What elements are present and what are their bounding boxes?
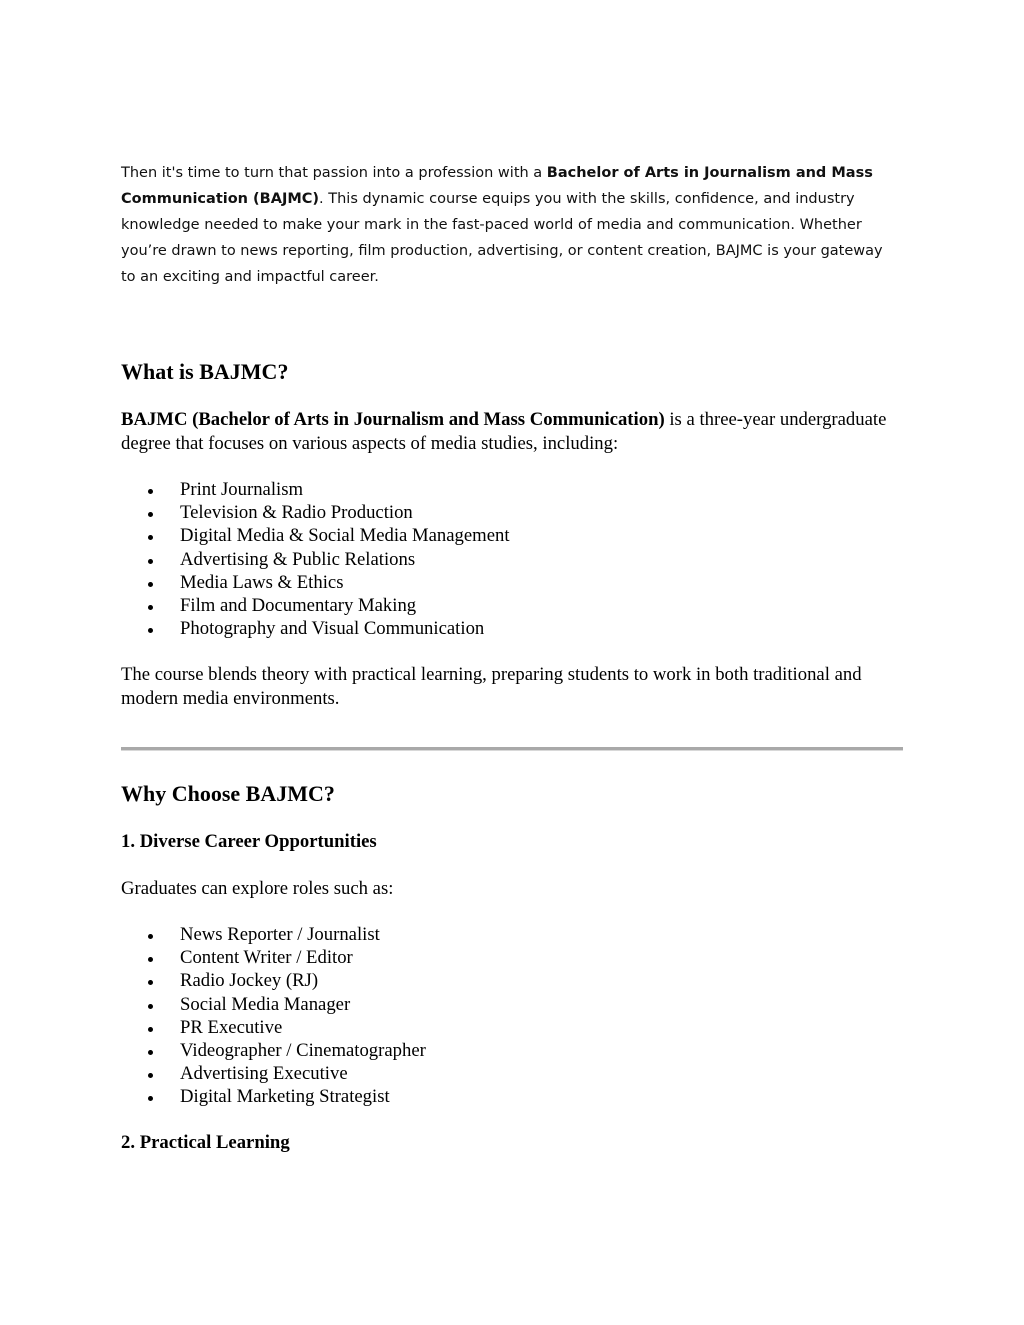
list-item-text: Social Media Manager <box>180 993 351 1015</box>
bullet-icon <box>148 1004 153 1009</box>
list-item-text: Television & Radio Production <box>180 502 413 524</box>
bullet-icon <box>148 512 153 517</box>
list-item-text: Advertising & Public Relations <box>180 548 416 570</box>
intro-lead: Then it's time to turn that passion into a profession with a <box>121 165 547 181</box>
list-item-text: Photography and Visual Communication <box>180 618 485 640</box>
career-roles-list <box>121 923 426 1109</box>
bullet-icon <box>148 934 153 939</box>
list-item <box>121 478 510 501</box>
list-item <box>121 548 510 571</box>
media-studies-list <box>121 478 510 640</box>
what-paragraph-rest: is a three-year undergraduate degree that focuses on various aspects of media studies, including: <box>121 409 887 454</box>
bullet-icon <box>148 628 153 633</box>
bullet-icon <box>148 1050 153 1055</box>
list-item <box>121 571 510 594</box>
list-item <box>121 501 510 524</box>
list-item-text: PR Executive <box>180 1016 283 1038</box>
bullet-icon <box>148 535 153 540</box>
why-heading: Why Choose BAJMC? <box>121 781 335 806</box>
list-item-text: News Reporter / Journalist <box>180 924 380 945</box>
list-item-text: Film and Documentary Making <box>180 595 417 617</box>
closing-paragraph: The course blends theory with practical learning, preparing students to work in both traditional and modern media environments. <box>121 664 862 709</box>
intro-paragraph <box>121 160 896 290</box>
bullet-icon <box>148 489 153 494</box>
roles-intro: Graduates can explore roles such as: <box>121 878 394 899</box>
what-paragraph <box>121 408 901 455</box>
what-heading: What is BAJMC? <box>121 359 289 384</box>
bullet-icon <box>148 957 153 962</box>
bullet-icon <box>148 1027 153 1032</box>
intro-rest: . This dynamic course equips you with the skills, confidence, and industry knowledge needed to make your mark in the fast-paced world of media and communication. Whether you’re drawn to news reporting, film production, advertising, or content creation, BAJMC is your gateway to an exciting and impactful career. <box>121 191 883 285</box>
bullet-icon <box>148 559 153 564</box>
list-item-text: Radio Jockey (RJ) <box>180 970 319 992</box>
list-item-text: Digital Marketing Strategist <box>180 1086 390 1108</box>
list-item <box>121 594 510 617</box>
list-item-text: Content Writer / Editor <box>180 947 353 969</box>
list-item <box>121 524 510 547</box>
bullet-icon <box>148 605 153 610</box>
list-item <box>121 969 426 992</box>
list-item-text: Advertising Executive <box>180 1063 348 1085</box>
list-item-text: Media Laws & Ethics <box>180 571 344 593</box>
list-item <box>121 946 426 969</box>
list-item <box>121 923 426 946</box>
list-item-text: Print Journalism <box>180 479 304 500</box>
what-paragraph-bold: BAJMC (Bachelor of Arts in Journalism and Mass Communication) <box>121 409 665 430</box>
list-item <box>121 617 510 640</box>
bullet-icon <box>148 1073 153 1078</box>
horizontal-divider <box>121 747 903 751</box>
bullet-icon <box>148 980 153 985</box>
bullet-icon <box>148 582 153 587</box>
career-opportunities-subheading: 1. Diverse Career Opportunities <box>121 831 377 852</box>
bullet-icon <box>148 1096 153 1101</box>
list-item <box>121 1062 426 1085</box>
practical-learning-subheading: 2. Practical Learning <box>121 1132 290 1153</box>
list-item-text: Videographer / Cinematographer <box>180 1040 426 1062</box>
list-item <box>121 993 426 1016</box>
list-item <box>121 1016 426 1039</box>
intro-bold-title: Bachelor of Arts in Journalism and Mass Communication (BAJMC) <box>121 165 873 207</box>
list-item <box>121 1039 426 1062</box>
list-item <box>121 1085 426 1108</box>
list-item-text: Digital Media & Social Media Management <box>180 525 510 547</box>
